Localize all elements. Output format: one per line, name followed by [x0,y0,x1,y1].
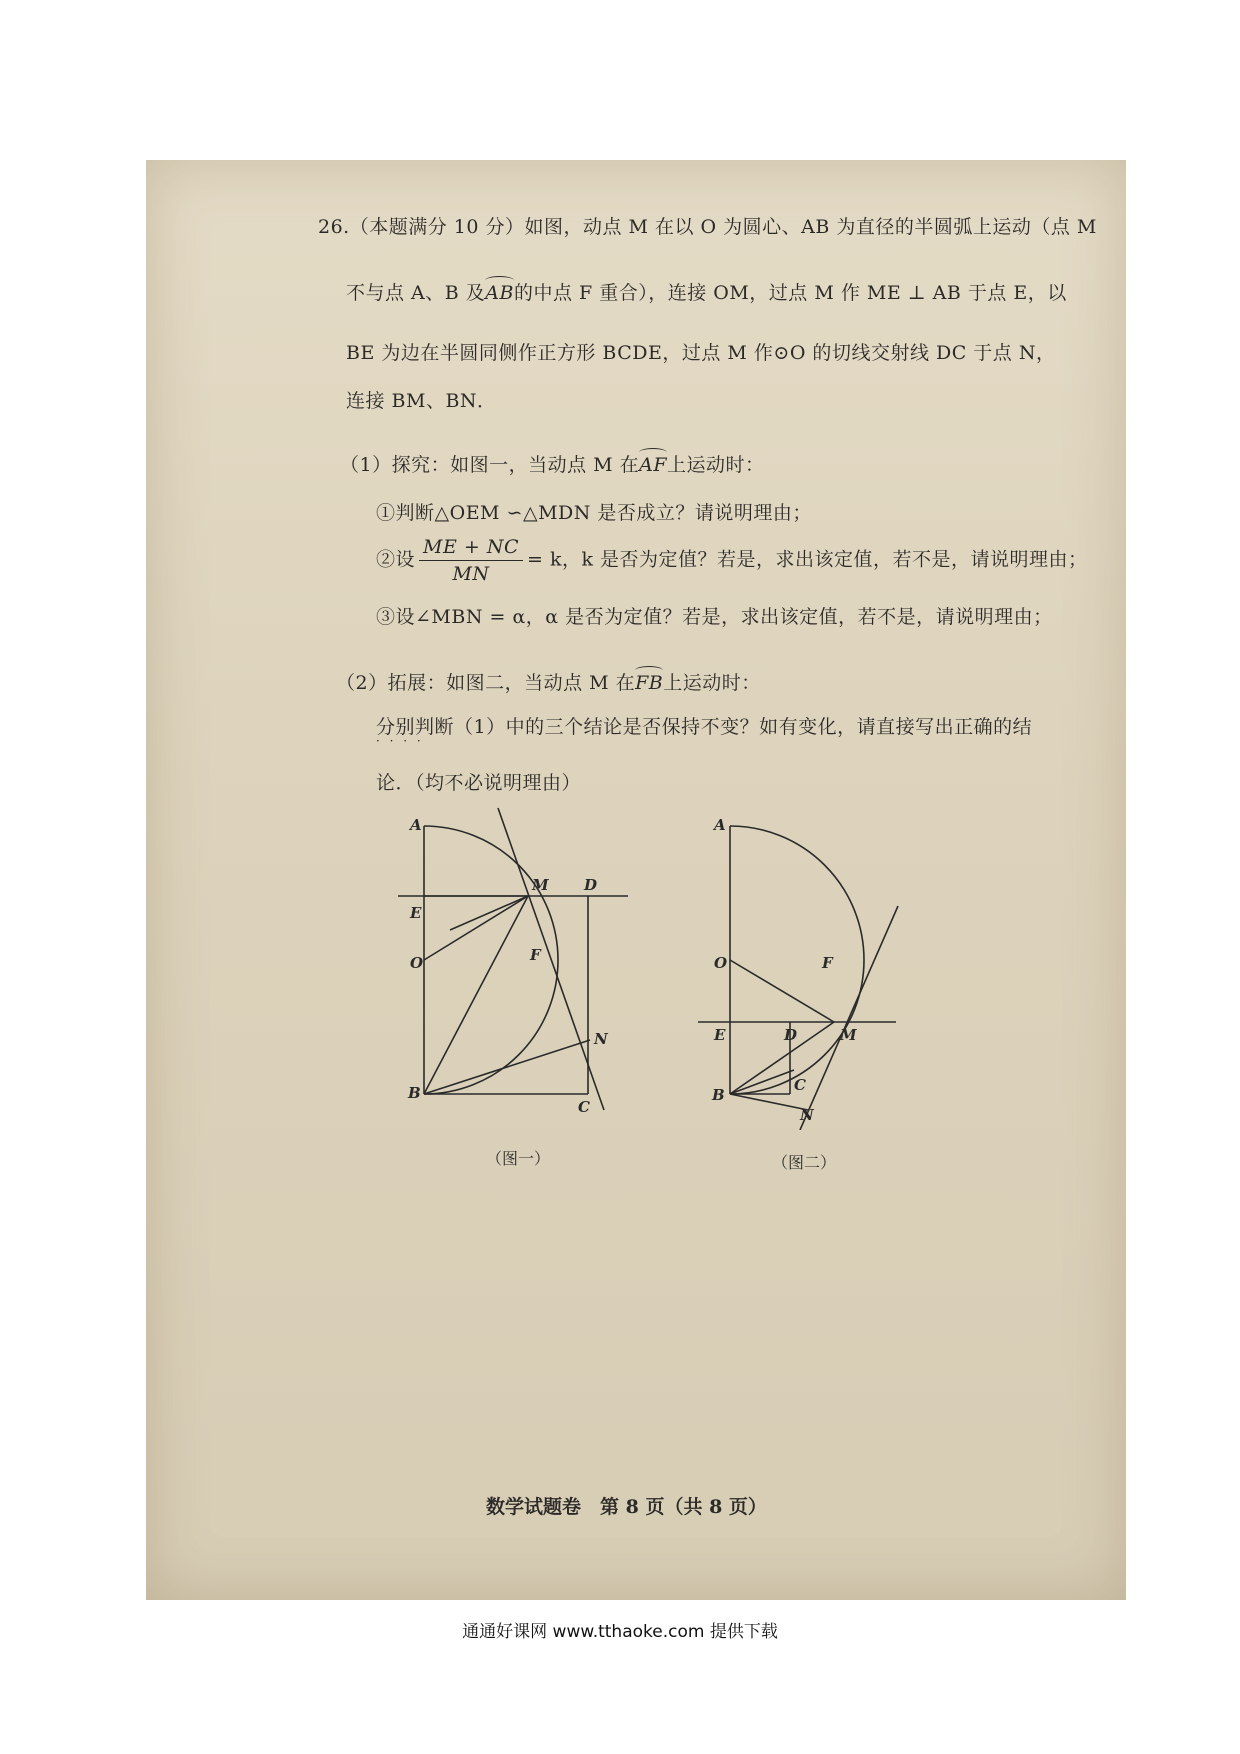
label-o: O [410,954,424,972]
semicircle-arc [730,826,864,1094]
part1-intro: （1）探究：如图一，当动点 M 在AF上运动时： [340,454,765,476]
label-a: A [714,816,726,834]
part2-line3: 论．（均不必说明理由） [376,772,582,794]
question-line-4: 连接 BM、BN． [346,390,497,412]
part1-item3: ③设∠MBN = α，α 是否为定值？若是，求出该定值，若不是，请说明理由； [376,606,1053,628]
paper-page-footer: 数学试题卷 第 8 页（共 8 页） [486,1496,767,1518]
label-b: B [712,1086,725,1104]
label-f: F [530,946,541,964]
label-n: N [800,1106,814,1124]
site-footer: 通通好课网 www.tthaoke.com 提供下载 [462,1622,778,1642]
figure-2 [690,800,920,1130]
label-a: A [410,816,422,834]
question-line-3: BE 为边在半圆同侧作正方形 BCDE，过点 M 作⊙O 的切线交射线 DC 于点 N， [346,342,1056,364]
figure-1-caption: （图一） [486,1149,551,1168]
part2-intro: （2）拓展：如图二，当动点 M 在FB上运动时： [336,672,761,694]
question-line-1: 26.（本题满分 10 分）如图，动点 M 在以 O 为圆心、AB 为直径的半圆弧上运动（点 M [318,216,1097,238]
line-om [730,960,834,1022]
figure-1 [380,800,640,1130]
label-f: F [822,954,833,972]
label-m: M [840,1026,857,1044]
label-c: C [578,1098,590,1116]
label-d: D [784,1026,798,1044]
fraction: $\frac{ME + NC}{MN}$ [419,536,523,585]
part1-item2: ②设 $\frac{ME + NC}{MN}$ = k，k 是否为定值？若是，求出该定值，若不是，请说明理由； [376,536,1088,585]
tangent-line [800,906,898,1130]
figure-2-caption: （图二） [772,1153,837,1172]
question-line-2: 不与点 A、B 及AB的中点 F 重合），连接 OM，过点 M 作 ME ⊥ AB 于点 E，以 [346,282,1067,304]
arc-af: AF [639,454,668,476]
label-m: M [532,876,549,894]
label-c: C [794,1076,806,1094]
line-mn-helper [450,896,528,930]
label-n: N [594,1030,608,1048]
emphasis-dots: 分别判断 · · · · [376,716,454,738]
part2-line2: 分别判断 · · · ·（1）中的三个结论是否保持不变？如有变化，请直接写出正确的结 [376,712,1032,739]
label-b: B [408,1084,421,1102]
line-bm [424,896,528,1094]
line-bn [730,1094,808,1110]
arc-ab: AB [485,282,514,304]
label-o: O [714,954,728,972]
line-om [424,896,528,960]
label-d: D [584,876,598,894]
label-e: E [410,904,422,922]
arc-fb: FB [635,672,664,694]
label-e: E [714,1026,726,1044]
part1-item1: ①判断△OEM ∽△MDN 是否成立？请说明理由； [376,502,812,524]
